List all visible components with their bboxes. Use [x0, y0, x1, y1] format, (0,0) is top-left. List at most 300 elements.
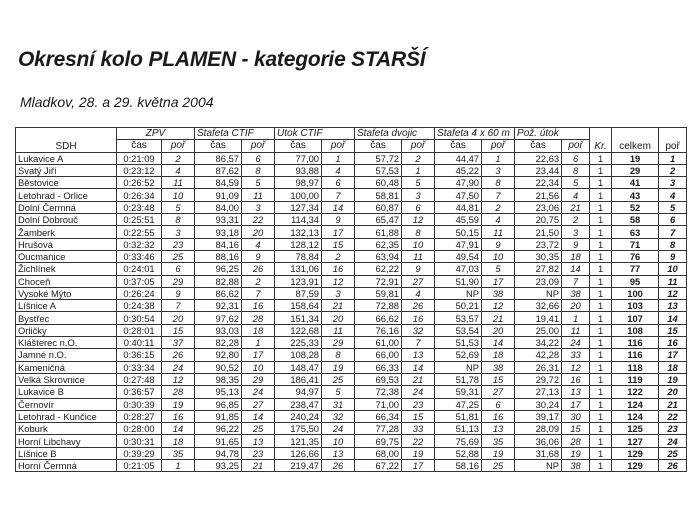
poz-utok-rank: 38 — [562, 287, 590, 299]
stafeta-ctif-time: 92,80 — [195, 349, 242, 361]
utok-ctif-time: 132,13 — [275, 226, 322, 238]
stafeta-dvojic-rank: 27 — [402, 275, 435, 287]
stafeta-dvojic-rank: 22 — [402, 435, 435, 447]
stafeta-dvojic-rank: 33 — [402, 423, 435, 435]
stafeta-ctif-rank: 20 — [242, 226, 275, 238]
stafeta-ctif-rank: 29 — [242, 373, 275, 385]
kr-value: 1 — [590, 189, 612, 201]
zpv-time: 0:30:39 — [117, 398, 162, 410]
utok-ctif-rank: 24 — [322, 423, 355, 435]
total-points: 122 — [612, 386, 659, 398]
kr-value: 1 — [590, 435, 612, 447]
team-name: Lukavice B — [16, 386, 117, 398]
header-group-poz-utok: Pož. útok — [515, 128, 590, 140]
stafeta-dvojic-time: 60,87 — [355, 201, 402, 213]
final-rank: 13 — [659, 300, 687, 312]
final-rank: 1 — [659, 152, 687, 164]
zpv-time: 0:24:38 — [117, 300, 162, 312]
kr-value: 1 — [590, 287, 612, 299]
stafeta-dvojic-time: 65,47 — [355, 214, 402, 226]
header-cas: čas — [355, 140, 402, 152]
team-name: Žamberk — [16, 226, 117, 238]
team-name: Horní Čermná — [16, 460, 117, 472]
poz-utok-rank: 6 — [562, 152, 590, 164]
stafeta-4x60-time: 59,31 — [435, 386, 482, 398]
stafeta-ctif-time: 84,59 — [195, 177, 242, 189]
stafeta-dvojic-time: 76,16 — [355, 324, 402, 336]
stafeta-4x60-time: 50,15 — [435, 226, 482, 238]
total-points: 107 — [612, 312, 659, 324]
utok-ctif-rank: 19 — [322, 361, 355, 373]
stafeta-dvojic-rank: 3 — [402, 189, 435, 201]
kr-value: 1 — [590, 361, 612, 373]
total-points: 52 — [612, 201, 659, 213]
total-points: 127 — [612, 435, 659, 447]
zpv-rank: 16 — [162, 410, 195, 422]
stafeta-dvojic-rank: 16 — [402, 312, 435, 324]
total-points: 41 — [612, 177, 659, 189]
final-rank: 21 — [659, 398, 687, 410]
poz-utok-rank: 38 — [562, 460, 590, 472]
team-name: Dolní Dobrouč — [16, 214, 117, 226]
header-cas: čas — [195, 140, 242, 152]
stafeta-dvojic-time: 66,62 — [355, 312, 402, 324]
total-points: 103 — [612, 300, 659, 312]
table-row — [16, 189, 687, 201]
poz-utok-rank: 20 — [562, 300, 590, 312]
team-name: Hrušová — [16, 238, 117, 250]
header-group-stafeta-dvojic: Štafeta dvojic — [355, 128, 435, 140]
zpv-time: 0:23:48 — [117, 201, 162, 213]
stafeta-dvojic-rank: 24 — [402, 386, 435, 398]
stafeta-4x60-time: 45,59 — [435, 214, 482, 226]
poz-utok-time: 22,63 — [515, 152, 562, 164]
final-rank: 20 — [659, 386, 687, 398]
team-name: Svatý Jiří — [16, 164, 117, 176]
header-row-groups — [16, 128, 687, 140]
stafeta-4x60-rank: 6 — [482, 398, 515, 410]
total-points: 43 — [612, 189, 659, 201]
stafeta-4x60-time: 51,90 — [435, 275, 482, 287]
stafeta-dvojic-rank: 13 — [402, 349, 435, 361]
stafeta-dvojic-time: 72,91 — [355, 275, 402, 287]
poz-utok-rank: 5 — [562, 177, 590, 189]
final-rank: 14 — [659, 312, 687, 324]
zpv-time: 0:39:29 — [117, 447, 162, 459]
zpv-rank: 12 — [162, 373, 195, 385]
stafeta-4x60-rank: 35 — [482, 435, 515, 447]
stafeta-4x60-rank: 10 — [482, 250, 515, 262]
team-name: Letohrad - Orlice — [16, 189, 117, 201]
utok-ctif-time: 151,34 — [275, 312, 322, 324]
utok-ctif-rank: 15 — [322, 238, 355, 250]
stafeta-ctif-rank: 8 — [242, 164, 275, 176]
utok-ctif-rank: 2 — [322, 250, 355, 262]
zpv-rank: 4 — [162, 164, 195, 176]
stafeta-dvojic-time: 72,38 — [355, 386, 402, 398]
kr-value: 1 — [590, 214, 612, 226]
stafeta-4x60-rank: 1 — [482, 152, 515, 164]
stafeta-ctif-time: 94,78 — [195, 447, 242, 459]
poz-utok-time: 26,31 — [515, 361, 562, 373]
stafeta-4x60-rank: 15 — [482, 373, 515, 385]
stafeta-dvojic-time: 61,00 — [355, 337, 402, 349]
stafeta-dvojic-rank: 19 — [402, 447, 435, 459]
team-name: Koburk — [16, 423, 117, 435]
stafeta-4x60-rank: 12 — [482, 300, 515, 312]
zpv-time: 0:22:55 — [117, 226, 162, 238]
poz-utok-rank: 13 — [562, 386, 590, 398]
stafeta-4x60-time: 75,69 — [435, 435, 482, 447]
utok-ctif-time: 158,64 — [275, 300, 322, 312]
poz-utok-time: 23,09 — [515, 275, 562, 287]
stafeta-4x60-time: 47,50 — [435, 189, 482, 201]
team-name: Líšnice A — [16, 300, 117, 312]
stafeta-4x60-rank: 9 — [482, 238, 515, 250]
kr-value: 1 — [590, 201, 612, 213]
stafeta-4x60-rank: 5 — [482, 263, 515, 275]
zpv-time: 0:36:15 — [117, 349, 162, 361]
total-points: 129 — [612, 447, 659, 459]
stafeta-dvojic-time: 57,53 — [355, 164, 402, 176]
poz-utok-rank: 30 — [562, 410, 590, 422]
team-name: Lukavice A — [16, 152, 117, 164]
table-row — [16, 226, 687, 238]
stafeta-ctif-time: 86,62 — [195, 287, 242, 299]
table-row — [16, 337, 687, 349]
stafeta-dvojic-rank: 8 — [402, 226, 435, 238]
table-row — [16, 214, 687, 226]
team-name: Jamné n.O. — [16, 349, 117, 361]
stafeta-ctif-rank: 1 — [242, 337, 275, 349]
stafeta-4x60-time: 45,22 — [435, 164, 482, 176]
stafeta-4x60-rank: 38 — [482, 361, 515, 373]
poz-utok-time: 27,82 — [515, 263, 562, 275]
stafeta-ctif-rank: 7 — [242, 287, 275, 299]
final-rank: 17 — [659, 349, 687, 361]
final-rank: 10 — [659, 263, 687, 275]
team-name: Orličky — [16, 324, 117, 336]
stafeta-ctif-time: 82,88 — [195, 275, 242, 287]
stafeta-dvojic-time: 68,00 — [355, 447, 402, 459]
stafeta-4x60-time: 52,88 — [435, 447, 482, 459]
zpv-time: 0:21:09 — [117, 152, 162, 164]
zpv-time: 0:37:05 — [117, 275, 162, 287]
zpv-time: 0:23:12 — [117, 164, 162, 176]
poz-utok-time: 27,13 — [515, 386, 562, 398]
utok-ctif-rank: 26 — [322, 460, 355, 472]
stafeta-dvojic-rank: 7 — [402, 337, 435, 349]
poz-utok-time: 32,66 — [515, 300, 562, 312]
poz-utok-rank: 17 — [562, 398, 590, 410]
header-cas: čas — [117, 140, 162, 152]
stafeta-4x60-rank: 25 — [482, 460, 515, 472]
poz-utok-rank: 9 — [562, 238, 590, 250]
utok-ctif-time: 122,68 — [275, 324, 322, 336]
table-row — [16, 435, 687, 447]
poz-utok-time: 19,41 — [515, 312, 562, 324]
stafeta-ctif-time: 93,25 — [195, 460, 242, 472]
zpv-time: 0:26:52 — [117, 177, 162, 189]
utok-ctif-time: 240,24 — [275, 410, 322, 422]
stafeta-4x60-time: 51,13 — [435, 423, 482, 435]
stafeta-ctif-rank: 22 — [242, 214, 275, 226]
team-name: Bystřec — [16, 312, 117, 324]
header-por: poř — [242, 140, 275, 152]
stafeta-dvojic-time: 66,00 — [355, 349, 402, 361]
stafeta-4x60-rank: 16 — [482, 410, 515, 422]
zpv-rank: 18 — [162, 435, 195, 447]
poz-utok-rank: 33 — [562, 349, 590, 361]
zpv-rank: 37 — [162, 337, 195, 349]
final-rank: 11 — [659, 275, 687, 287]
final-rank: 4 — [659, 189, 687, 201]
stafeta-dvojic-time: 67,22 — [355, 460, 402, 472]
zpv-time: 0:28:27 — [117, 410, 162, 422]
utok-ctif-rank: 14 — [322, 201, 355, 213]
utok-ctif-time: 126,66 — [275, 447, 322, 459]
poz-utok-time: 39,17 — [515, 410, 562, 422]
stafeta-4x60-rank: 19 — [482, 447, 515, 459]
header-kr: Kr. — [590, 128, 612, 153]
total-points: 19 — [612, 152, 659, 164]
zpv-rank: 11 — [162, 177, 195, 189]
stafeta-ctif-time: 90,52 — [195, 361, 242, 373]
utok-ctif-rank: 20 — [322, 312, 355, 324]
total-points: 108 — [612, 324, 659, 336]
final-rank: 16 — [659, 337, 687, 349]
kr-value: 1 — [590, 460, 612, 472]
poz-utok-rank: 1 — [562, 312, 590, 324]
header-poradi: poř — [659, 128, 687, 153]
header-group-stafeta-4x60: Štafeta 4 x 60 m — [435, 128, 515, 140]
final-rank: 8 — [659, 238, 687, 250]
stafeta-ctif-rank: 5 — [242, 177, 275, 189]
utok-ctif-time: 186,41 — [275, 373, 322, 385]
utok-ctif-rank: 9 — [322, 214, 355, 226]
zpv-rank: 25 — [162, 250, 195, 262]
poz-utok-rank: 4 — [562, 189, 590, 201]
kr-value: 1 — [590, 386, 612, 398]
final-rank: 24 — [659, 435, 687, 447]
table-row — [16, 349, 687, 361]
poz-utok-time: 25,00 — [515, 324, 562, 336]
utok-ctif-rank: 8 — [322, 349, 355, 361]
stafeta-dvojic-time: 72,88 — [355, 300, 402, 312]
table-row — [16, 164, 687, 176]
zpv-time: 0:21:05 — [117, 460, 162, 472]
team-name: Oucmanice — [16, 250, 117, 262]
total-points: 63 — [612, 226, 659, 238]
total-points: 29 — [612, 164, 659, 176]
stafeta-4x60-rank: 21 — [482, 312, 515, 324]
zpv-rank: 29 — [162, 275, 195, 287]
zpv-rank: 3 — [162, 226, 195, 238]
zpv-rank: 20 — [162, 312, 195, 324]
team-name: Běstovice — [16, 177, 117, 189]
total-points: 118 — [612, 361, 659, 373]
stafeta-4x60-rank: 18 — [482, 349, 515, 361]
stafeta-4x60-time: 47,90 — [435, 177, 482, 189]
final-rank: 15 — [659, 324, 687, 336]
utok-ctif-time: 238,47 — [275, 398, 322, 410]
kr-value: 1 — [590, 373, 612, 385]
zpv-time: 0:28:01 — [117, 324, 162, 336]
zpv-time: 0:33:34 — [117, 361, 162, 373]
stafeta-4x60-time: 44,81 — [435, 201, 482, 213]
stafeta-dvojic-time: 62,35 — [355, 238, 402, 250]
utok-ctif-time: 127,34 — [275, 201, 322, 213]
poz-utok-time: 22,34 — [515, 177, 562, 189]
stafeta-dvojic-time: 62,22 — [355, 263, 402, 275]
stafeta-4x60-rank: 14 — [482, 337, 515, 349]
header-por: poř — [562, 140, 590, 152]
stafeta-4x60-rank: 27 — [482, 386, 515, 398]
poz-utok-rank: 8 — [562, 164, 590, 176]
total-points: 125 — [612, 423, 659, 435]
utok-ctif-rank: 10 — [322, 435, 355, 447]
utok-ctif-time: 175,50 — [275, 423, 322, 435]
header-group-stafeta-ctif: Štafeta CTIF — [195, 128, 275, 140]
stafeta-ctif-rank: 2 — [242, 275, 275, 287]
total-points: 58 — [612, 214, 659, 226]
team-name: Horní Libchavy — [16, 435, 117, 447]
table-row — [16, 152, 687, 164]
stafeta-ctif-time: 91,85 — [195, 410, 242, 422]
zpv-time: 0:36:57 — [117, 386, 162, 398]
utok-ctif-time: 77,00 — [275, 152, 322, 164]
stafeta-ctif-time: 97,62 — [195, 312, 242, 324]
header-cas: čas — [275, 140, 322, 152]
team-name: Choceň — [16, 275, 117, 287]
stafeta-dvojic-rank: 17 — [402, 460, 435, 472]
kr-value: 1 — [590, 447, 612, 459]
total-points: 77 — [612, 263, 659, 275]
stafeta-4x60-time: 58,16 — [435, 460, 482, 472]
utok-ctif-rank: 16 — [322, 263, 355, 275]
utok-ctif-rank: 6 — [322, 177, 355, 189]
utok-ctif-rank: 29 — [322, 337, 355, 349]
stafeta-ctif-time: 84,16 — [195, 238, 242, 250]
utok-ctif-time: 123,91 — [275, 275, 322, 287]
utok-ctif-time: 114,34 — [275, 214, 322, 226]
table-row — [16, 312, 687, 324]
stafeta-dvojic-rank: 14 — [402, 361, 435, 373]
stafeta-dvojic-time: 60,48 — [355, 177, 402, 189]
zpv-rank: 1 — [162, 460, 195, 472]
poz-utok-time: 42,28 — [515, 349, 562, 361]
header-celkem: celkem — [612, 128, 659, 153]
zpv-time: 0:26:24 — [117, 287, 162, 299]
table-row — [16, 287, 687, 299]
utok-ctif-rank: 32 — [322, 410, 355, 422]
stafeta-dvojic-time: 59,81 — [355, 287, 402, 299]
utok-ctif-rank: 25 — [322, 373, 355, 385]
total-points: 95 — [612, 275, 659, 287]
zpv-time: 0:33:46 — [117, 250, 162, 262]
stafeta-dvojic-time: 63,94 — [355, 250, 402, 262]
kr-value: 1 — [590, 300, 612, 312]
final-rank: 12 — [659, 287, 687, 299]
stafeta-ctif-time: 92,31 — [195, 300, 242, 312]
poz-utok-rank: 7 — [562, 275, 590, 287]
stafeta-dvojic-rank: 1 — [402, 164, 435, 176]
utok-ctif-time: 93,88 — [275, 164, 322, 176]
utok-ctif-time: 131,06 — [275, 263, 322, 275]
stafeta-ctif-rank: 10 — [242, 361, 275, 373]
team-name: Vysoké Mýto — [16, 287, 117, 299]
stafeta-4x60-time: 44,47 — [435, 152, 482, 164]
utok-ctif-rank: 3 — [322, 287, 355, 299]
team-name: Černovír — [16, 398, 117, 410]
zpv-rank: 24 — [162, 361, 195, 373]
team-name: Kameničná — [16, 361, 117, 373]
poz-utok-rank: 21 — [562, 201, 590, 213]
zpv-rank: 6 — [162, 263, 195, 275]
stafeta-ctif-time: 87,62 — [195, 164, 242, 176]
poz-utok-time: 20,75 — [515, 214, 562, 226]
utok-ctif-time: 100,00 — [275, 189, 322, 201]
kr-value: 1 — [590, 177, 612, 189]
stafeta-4x60-rank: 17 — [482, 275, 515, 287]
header-group-utok-ctif: Útok CTIF — [275, 128, 355, 140]
zpv-time: 0:25:51 — [117, 214, 162, 226]
stafeta-ctif-rank: 23 — [242, 447, 275, 459]
stafeta-4x60-rank: 13 — [482, 423, 515, 435]
table-row — [16, 324, 687, 336]
stafeta-ctif-rank: 6 — [242, 152, 275, 164]
stafeta-ctif-time: 82,28 — [195, 337, 242, 349]
kr-value: 1 — [590, 324, 612, 336]
utok-ctif-time: 148,47 — [275, 361, 322, 373]
table-row — [16, 386, 687, 398]
poz-utok-time: 21,50 — [515, 226, 562, 238]
stafeta-4x60-time: 51,81 — [435, 410, 482, 422]
zpv-rank: 35 — [162, 447, 195, 459]
kr-value: 1 — [590, 250, 612, 262]
table-row — [16, 263, 687, 275]
total-points: 124 — [612, 398, 659, 410]
header-sdh: SDH — [16, 128, 117, 153]
total-points: 100 — [612, 287, 659, 299]
stafeta-4x60-rank: 20 — [482, 324, 515, 336]
stafeta-ctif-time: 96,22 — [195, 423, 242, 435]
poz-utok-rank: 12 — [562, 361, 590, 373]
stafeta-ctif-rank: 26 — [242, 263, 275, 275]
stafeta-4x60-time: 50,21 — [435, 300, 482, 312]
zpv-rank: 15 — [162, 324, 195, 336]
zpv-time: 0:27:48 — [117, 373, 162, 385]
stafeta-ctif-rank: 25 — [242, 423, 275, 435]
table-row — [16, 201, 687, 213]
utok-ctif-time: 87,59 — [275, 287, 322, 299]
stafeta-ctif-time: 91,65 — [195, 435, 242, 447]
kr-value: 1 — [590, 423, 612, 435]
final-rank: 25 — [659, 447, 687, 459]
poz-utok-rank: 11 — [562, 324, 590, 336]
stafeta-ctif-time: 96,85 — [195, 398, 242, 410]
stafeta-dvojic-rank: 23 — [402, 398, 435, 410]
zpv-rank: 19 — [162, 398, 195, 410]
zpv-rank: 23 — [162, 238, 195, 250]
utok-ctif-rank: 7 — [322, 189, 355, 201]
stafeta-4x60-time: 51,78 — [435, 373, 482, 385]
stafeta-ctif-time: 96,25 — [195, 263, 242, 275]
page-subtitle: Mladkov, 28. a 29. května 2004 — [20, 94, 214, 110]
table-row — [16, 300, 687, 312]
poz-utok-rank: 14 — [562, 263, 590, 275]
stafeta-ctif-rank: 16 — [242, 300, 275, 312]
